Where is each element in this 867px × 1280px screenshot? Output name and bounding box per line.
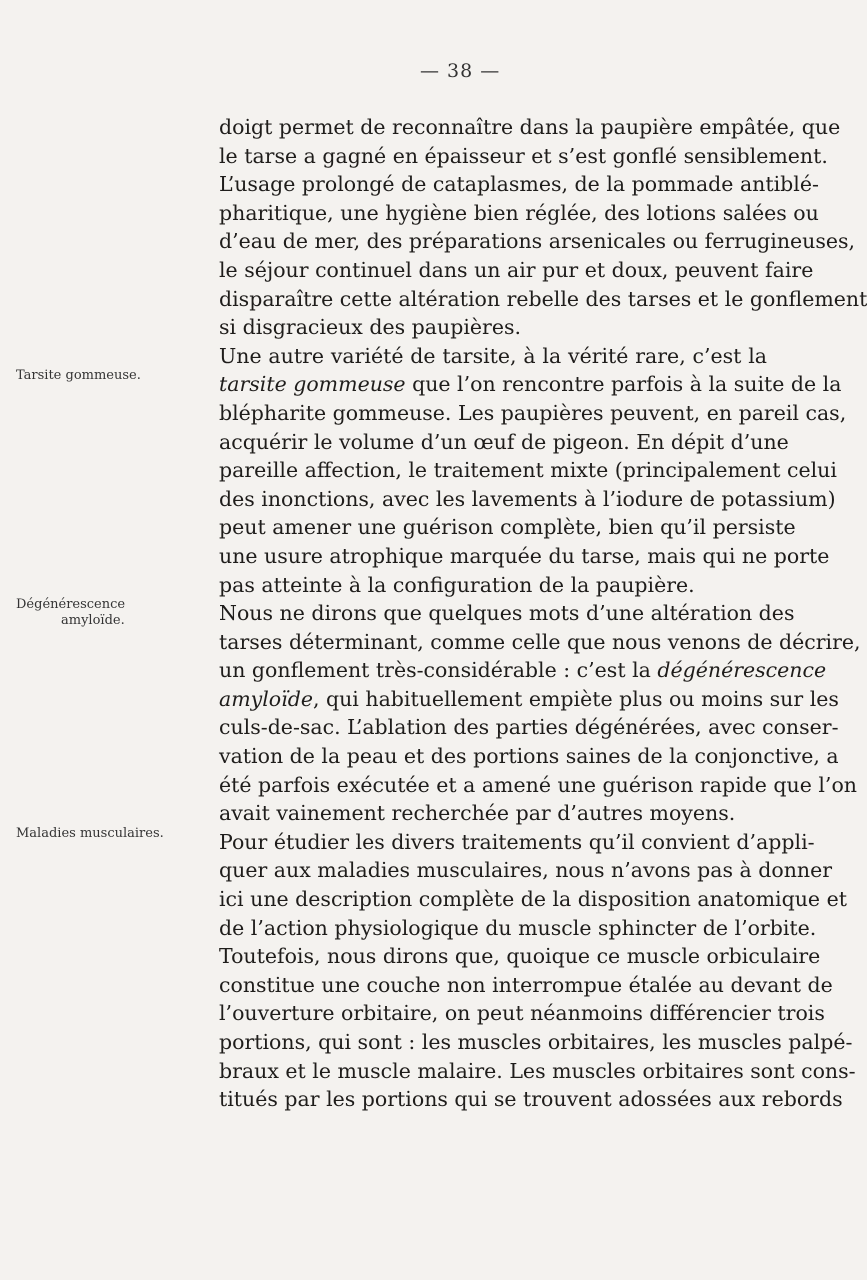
text-line: une usure atrophique marquée du tarse, mais qui ne porte [219,543,830,568]
text-line: le séjour continuel dans un air pur et doux, peuvent faire [219,257,814,282]
text-line: constitue une couche non interrompue étalée au devant de [219,972,833,997]
text-line: portions, qui sont : les muscles orbitaires, les muscles palpé- [219,1030,853,1054]
text-line: blépharite gommeuse. Les paupières peuvent, en pareil cas, [219,400,847,425]
text-line: quer aux maladies musculaires, nous n’avons pas à donner [219,858,833,883]
italic-term: tarsite gommeuse [219,372,406,397]
text-line: vation de la peau et des portions saines de la conjonctive, a [219,744,839,769]
italic-term: amyloïde [219,686,313,711]
text-line: Une autre variété de tarsite, à la vérité rare, c’est la [219,343,767,368]
body-text [219,113,867,1114]
text-line: acquérir le volume d’un œuf de pigeon. En dépit d’une [219,429,789,454]
text-line: peut amener une guérison complète, bien qu’il persiste [219,515,796,540]
text-line: ici une description complète de la disposition anatomique et [219,887,847,912]
text-line: pharitique, une hygiène bien réglée, des lotions salées ou [219,200,819,225]
text-line: d’eau de mer, des préparations arsenicales ou ferrugineuses, [219,229,856,254]
margin-note-tarsite [16,368,216,384]
text-line: pas atteinte à la configuration de la paupière. [219,572,695,597]
text-segment: , qui habituellement empiète plus ou moins sur les [312,686,839,711]
margin-note-degenerescence [16,597,216,629]
text-segment: que l’on rencontre parfois à la suite de la [405,372,842,397]
text-line: titués par les portions qui se trouvent adossées aux rebords [219,1087,843,1112]
text-line: l’ouverture orbitaire, on peut néanmoins différencier trois [219,1001,825,1026]
text-line: L’usage prolongé de cataplasmes, de la pommade antiblé- [219,172,819,197]
margin-note-tarsite-text: Tarsite gommeuse. [16,368,141,383]
text-line: Nous ne dirons que quelques mots d’une altération des [219,601,795,626]
margin-note-degenerescence-line2: amyloïde. [61,613,125,628]
text-segment: un gonflement très-considérable : c’est la [219,658,658,683]
margin-note-degenerescence-line1: Dégénérescence [16,597,126,612]
margin-note-maladies [16,826,216,842]
margin-note-maladies-text: Maladies musculaires. [16,826,164,841]
page-number: — 38 — [420,60,501,82]
text-line: pareille affection, le traitement mixte (principalement celui [219,458,837,483]
italic-term: dégénérescence [657,658,827,683]
text-line: des inonctions, avec les lavements à l’iodure de potassium) [219,486,836,511]
text-line: le tarse a gagné en épaisseur et s’est gonflé sensiblement. [219,143,828,168]
text-line: été parfois exécutée et a amené une guérison rapide que l’on [219,772,857,797]
text-line: de l’action physiologique du muscle sphincter de l’orbite. [219,915,817,940]
text-line [219,685,839,714]
text-line: Pour étudier les divers traitements qu’il convient d’appli- [219,829,815,854]
text-line: disparaître cette altération rebelle des tarses et le gonflement [219,286,867,311]
text-line: avait vainement recherchée par d’autres moyens. [219,801,736,826]
text-line: culs-de-sac. L’ablation des parties dégénérées, avec conser- [219,715,839,740]
text-line: Toutefois, nous dirons que, quoique ce muscle orbiculaire [219,944,821,969]
text-line: braux et le muscle malaire. Les muscles orbitaires sont cons- [219,1058,856,1083]
text-line [219,370,842,399]
text-line [219,656,827,685]
text-line: si disgracieux des paupières. [219,315,522,340]
text-line: tarses déterminant, comme celle que nous venons de décrire, [219,629,861,654]
text-line: doigt permet de reconnaître dans la paupière empâtée, que [219,115,841,139]
